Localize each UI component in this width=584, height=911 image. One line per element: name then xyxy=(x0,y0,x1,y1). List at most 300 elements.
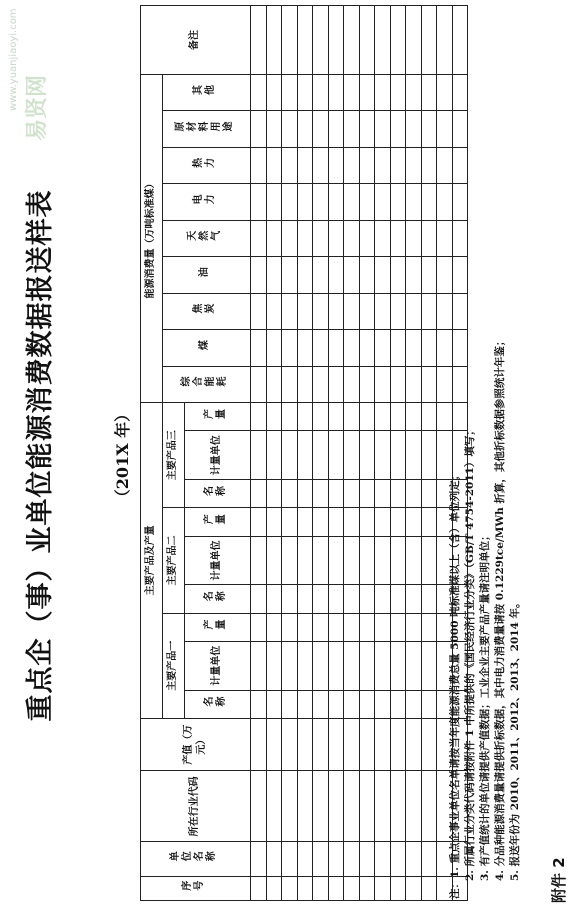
table-cell xyxy=(359,403,375,431)
table-cell xyxy=(328,508,344,536)
table-cell xyxy=(251,366,267,402)
table-cell xyxy=(344,480,360,508)
year-label: （201X 年） xyxy=(113,405,132,506)
note-line: 注：1. 重点企事业单位名单请按当年度能源消费总量 5000 吨标准煤以上（含）单位列定； xyxy=(449,469,461,899)
note-line: 5. 报送年份为 2010、2011、2012、2013、2014 年。 xyxy=(509,597,521,881)
table-cell xyxy=(251,536,267,585)
table-body xyxy=(251,6,468,901)
table-cell xyxy=(390,876,406,900)
table-cell xyxy=(406,480,422,508)
table-cell xyxy=(344,111,360,147)
table-cell xyxy=(344,771,360,842)
table-cell xyxy=(251,480,267,508)
data-table xyxy=(140,5,468,901)
output-value-header: 产值（万元） xyxy=(141,718,251,771)
table-cell xyxy=(297,431,313,480)
table-cell xyxy=(359,6,375,75)
table-cell xyxy=(406,641,422,690)
table-row xyxy=(313,6,329,901)
table-cell xyxy=(406,771,422,842)
table-cell xyxy=(359,184,375,220)
table-cell xyxy=(406,75,422,112)
table-cell xyxy=(421,876,437,900)
table-cell xyxy=(328,771,344,842)
table-cell xyxy=(375,480,391,508)
table-cell xyxy=(313,6,329,75)
table-cell xyxy=(359,75,375,112)
table-row xyxy=(266,6,282,901)
table-cell xyxy=(421,613,437,641)
table-cell xyxy=(297,585,313,613)
table-cell xyxy=(313,842,329,876)
table-cell xyxy=(328,330,344,366)
table-cell xyxy=(421,6,437,75)
table-cell xyxy=(282,220,298,256)
table-cell xyxy=(344,75,360,112)
table-cell xyxy=(390,257,406,293)
table-cell xyxy=(375,771,391,842)
table-cell xyxy=(375,293,391,329)
table-cell xyxy=(390,508,406,536)
table-cell xyxy=(251,771,267,842)
table-cell xyxy=(421,771,437,842)
table-cell xyxy=(313,257,329,293)
table-cell xyxy=(359,111,375,147)
table-cell xyxy=(344,641,360,690)
table-cell xyxy=(251,330,267,366)
table-cell xyxy=(297,536,313,585)
table-cell xyxy=(359,480,375,508)
p2-name: 名称 xyxy=(185,585,251,613)
table-cell xyxy=(344,613,360,641)
table-cell xyxy=(390,403,406,431)
note-line: 3. 有产值统计的单位请提供产值数据；工业企业主要产品产量请注明单位； xyxy=(479,530,491,881)
table-cell xyxy=(344,147,360,183)
table-cell xyxy=(406,403,422,431)
table-cell xyxy=(344,585,360,613)
table-cell xyxy=(297,184,313,220)
table-cell xyxy=(390,111,406,147)
table-cell xyxy=(421,480,437,508)
table-cell xyxy=(375,536,391,585)
table-cell xyxy=(297,366,313,402)
table-cell xyxy=(390,690,406,718)
table-cell xyxy=(251,111,267,147)
table-cell xyxy=(344,403,360,431)
table-cell xyxy=(313,111,329,147)
energy-col-6: 电力 xyxy=(163,184,251,220)
table-cell xyxy=(313,75,329,112)
product1-header: 主要产品一 xyxy=(163,613,185,718)
table-cell xyxy=(421,431,437,480)
table-cell xyxy=(359,508,375,536)
table-cell xyxy=(328,403,344,431)
table-cell xyxy=(282,330,298,366)
table-cell xyxy=(375,75,391,112)
table-cell xyxy=(421,257,437,293)
p1-unit: 计量单位 xyxy=(185,641,251,690)
table-cell xyxy=(282,876,298,900)
table-cell xyxy=(406,613,422,641)
table-cell xyxy=(421,147,437,183)
table-cell xyxy=(282,111,298,147)
table-cell xyxy=(390,330,406,366)
table-cell xyxy=(344,718,360,771)
table-cell xyxy=(313,718,329,771)
table-cell xyxy=(328,220,344,256)
table-cell xyxy=(344,690,360,718)
table-cell xyxy=(297,75,313,112)
table-cell xyxy=(313,184,329,220)
table-cell xyxy=(421,508,437,536)
table-cell xyxy=(297,403,313,431)
table-cell xyxy=(282,366,298,402)
table-cell xyxy=(328,293,344,329)
note-line: 2. 所属行业分类代码请按附件 1 中所提供的《国民经济行业分类》（GB/T 4754-2011）填写； xyxy=(464,425,476,881)
p3-unit: 计量单位 xyxy=(185,431,251,480)
table-cell xyxy=(251,718,267,771)
table-cell xyxy=(390,147,406,183)
table-cell xyxy=(328,184,344,220)
table-cell xyxy=(344,293,360,329)
table-cell xyxy=(375,690,391,718)
table-cell xyxy=(266,75,282,112)
table-cell xyxy=(375,366,391,402)
watermark-url: www.yuanjiaoyi.com xyxy=(8,8,19,111)
table-cell xyxy=(282,771,298,842)
table-cell xyxy=(328,75,344,112)
table-cell xyxy=(406,842,422,876)
table-cell xyxy=(313,147,329,183)
table-cell xyxy=(297,641,313,690)
table-cell xyxy=(251,641,267,690)
table-cell xyxy=(359,366,375,402)
table-cell xyxy=(328,257,344,293)
watermark-logo: 易贤网 xyxy=(25,74,50,141)
energy-col-4: 油 xyxy=(163,257,251,293)
table-cell xyxy=(297,480,313,508)
table-cell xyxy=(251,220,267,256)
table-cell xyxy=(390,480,406,508)
table-cell xyxy=(359,641,375,690)
table-cell xyxy=(406,690,422,718)
table-cell xyxy=(266,480,282,508)
p1-output: 产量 xyxy=(185,613,251,641)
table-cell xyxy=(421,403,437,431)
table-cell xyxy=(375,585,391,613)
table-cell xyxy=(375,508,391,536)
table-cell xyxy=(390,184,406,220)
energy-col-5: 天然气 xyxy=(163,220,251,256)
table-cell xyxy=(359,690,375,718)
table-cell xyxy=(390,220,406,256)
table-cell xyxy=(282,431,298,480)
table-cell xyxy=(266,111,282,147)
notes xyxy=(448,9,523,899)
table-cell xyxy=(375,257,391,293)
table-cell xyxy=(297,876,313,900)
table-cell xyxy=(313,585,329,613)
table-cell xyxy=(297,220,313,256)
table-cell xyxy=(344,431,360,480)
table-row xyxy=(282,6,298,901)
table-cell xyxy=(328,111,344,147)
table-cell xyxy=(251,876,267,900)
remarks-header: 备注 xyxy=(141,6,251,75)
table-cell xyxy=(375,718,391,771)
table-cell xyxy=(359,585,375,613)
table-cell xyxy=(421,111,437,147)
table-cell xyxy=(344,257,360,293)
table-row xyxy=(390,6,406,901)
table-cell xyxy=(390,585,406,613)
table-cell xyxy=(421,184,437,220)
table-cell xyxy=(282,184,298,220)
table-cell xyxy=(313,771,329,842)
table-cell xyxy=(328,431,344,480)
table-cell xyxy=(375,403,391,431)
table-cell xyxy=(282,293,298,329)
table-cell xyxy=(251,6,267,75)
table-row xyxy=(297,6,313,901)
table-cell xyxy=(282,508,298,536)
table-cell xyxy=(266,585,282,613)
table-cell xyxy=(344,330,360,366)
table-cell xyxy=(344,366,360,402)
table-cell xyxy=(344,220,360,256)
table-cell xyxy=(266,431,282,480)
attachment-label: 附件 2 xyxy=(550,857,568,903)
table-cell xyxy=(344,508,360,536)
table-cell xyxy=(375,641,391,690)
table-cell xyxy=(251,585,267,613)
table-cell xyxy=(421,220,437,256)
table-cell xyxy=(421,585,437,613)
table-cell xyxy=(297,111,313,147)
table-cell xyxy=(406,147,422,183)
table-cell xyxy=(406,6,422,75)
table-cell xyxy=(406,431,422,480)
table-cell xyxy=(328,613,344,641)
table-cell xyxy=(328,876,344,900)
table-cell xyxy=(406,508,422,536)
table-cell xyxy=(421,842,437,876)
page-title: 重点企（事）业单位能源消费数据报送样表 xyxy=(25,189,56,722)
table-row xyxy=(421,6,437,901)
table-cell xyxy=(421,690,437,718)
table-cell xyxy=(313,220,329,256)
table-cell xyxy=(297,771,313,842)
table-cell xyxy=(406,111,422,147)
table-cell xyxy=(328,842,344,876)
table-cell xyxy=(266,330,282,366)
table-cell xyxy=(375,111,391,147)
table-cell xyxy=(390,536,406,585)
table-cell xyxy=(297,690,313,718)
table-cell xyxy=(266,293,282,329)
table-cell xyxy=(266,403,282,431)
table-cell xyxy=(359,613,375,641)
table-cell xyxy=(266,718,282,771)
table-cell xyxy=(328,718,344,771)
table-cell xyxy=(282,75,298,112)
table-cell xyxy=(313,613,329,641)
table-cell xyxy=(251,75,267,112)
table-cell xyxy=(406,330,422,366)
table-cell xyxy=(344,842,360,876)
table-cell xyxy=(282,257,298,293)
table-cell xyxy=(359,330,375,366)
table-row xyxy=(375,6,391,901)
table-cell xyxy=(251,613,267,641)
energy-col-2: 煤 xyxy=(163,330,251,366)
unit-name-header: 单位名称 xyxy=(141,842,251,876)
energy-header: 能源消费量（万吨标准煤） xyxy=(141,75,163,403)
table-row xyxy=(328,6,344,901)
table-cell xyxy=(359,771,375,842)
table-cell xyxy=(282,6,298,75)
table-cell xyxy=(282,147,298,183)
energy-col-7: 热力 xyxy=(163,147,251,183)
table-cell xyxy=(359,842,375,876)
table-cell xyxy=(282,690,298,718)
table-cell xyxy=(266,147,282,183)
table-cell xyxy=(390,718,406,771)
table-cell xyxy=(313,536,329,585)
p2-output: 产量 xyxy=(185,508,251,536)
table-cell xyxy=(266,690,282,718)
table-cell xyxy=(375,147,391,183)
table-cell xyxy=(406,876,422,900)
table-cell xyxy=(313,293,329,329)
table-cell xyxy=(375,876,391,900)
table-cell xyxy=(282,842,298,876)
table-cell xyxy=(359,257,375,293)
table-cell xyxy=(375,613,391,641)
table-row xyxy=(406,6,422,901)
table-cell xyxy=(328,147,344,183)
table-cell xyxy=(266,257,282,293)
table-row xyxy=(359,6,375,901)
table-cell xyxy=(297,842,313,876)
table-cell xyxy=(297,293,313,329)
table-cell xyxy=(266,536,282,585)
table-cell xyxy=(282,585,298,613)
table-cell xyxy=(406,184,422,220)
seq-header: 序号 xyxy=(141,876,251,900)
table-cell xyxy=(390,842,406,876)
table-cell xyxy=(390,6,406,75)
table-cell xyxy=(266,508,282,536)
energy-col-3: 焦炭 xyxy=(163,293,251,329)
table-cell xyxy=(328,480,344,508)
table-cell xyxy=(328,585,344,613)
table-cell xyxy=(359,293,375,329)
table-cell xyxy=(421,641,437,690)
table-cell xyxy=(390,293,406,329)
table-cell xyxy=(282,480,298,508)
table-cell xyxy=(359,147,375,183)
table-cell xyxy=(251,842,267,876)
table-cell xyxy=(406,585,422,613)
table-cell xyxy=(375,6,391,75)
table-cell xyxy=(297,718,313,771)
main-products-header: 主要产品及产量 xyxy=(141,403,163,719)
table-cell xyxy=(421,293,437,329)
table-cell xyxy=(390,771,406,842)
table-cell xyxy=(328,366,344,402)
p2-unit: 计量单位 xyxy=(185,536,251,585)
table-cell xyxy=(297,508,313,536)
table-cell xyxy=(297,147,313,183)
table-cell xyxy=(251,293,267,329)
table-cell xyxy=(406,220,422,256)
table-cell xyxy=(390,431,406,480)
table-cell xyxy=(297,6,313,75)
table-cell xyxy=(406,366,422,402)
table-cell xyxy=(406,257,422,293)
table-cell xyxy=(313,431,329,480)
table-cell xyxy=(390,75,406,112)
table-cell xyxy=(359,536,375,585)
table-cell xyxy=(313,508,329,536)
table-cell xyxy=(266,641,282,690)
table-cell xyxy=(390,641,406,690)
table-cell xyxy=(313,366,329,402)
table-cell xyxy=(375,220,391,256)
table-cell xyxy=(313,690,329,718)
energy-col-8: 原材料用途 xyxy=(163,111,251,147)
table-cell xyxy=(375,330,391,366)
product3-header: 主要产品三 xyxy=(163,403,185,508)
table-cell xyxy=(421,366,437,402)
product2-header: 主要产品二 xyxy=(163,508,185,613)
table-cell xyxy=(266,876,282,900)
table-cell xyxy=(251,431,267,480)
table-cell xyxy=(328,690,344,718)
table-row xyxy=(251,6,267,901)
table-cell xyxy=(313,641,329,690)
table-cell xyxy=(282,641,298,690)
table-cell xyxy=(251,147,267,183)
table-cell xyxy=(282,718,298,771)
table-cell xyxy=(421,718,437,771)
table-cell xyxy=(421,536,437,585)
table-cell xyxy=(375,184,391,220)
table-cell xyxy=(359,431,375,480)
table-cell xyxy=(297,613,313,641)
table-cell xyxy=(406,536,422,585)
table-cell xyxy=(344,536,360,585)
p3-output: 产量 xyxy=(185,403,251,431)
table-cell xyxy=(344,184,360,220)
p1-name: 名称 xyxy=(185,690,251,718)
table-cell xyxy=(359,718,375,771)
note-line: 4. 分品种能源消费量请提供折标数据，其中电力消费量请按 0.1229tce/MWh 折算，其他折标数据参照统计年鉴； xyxy=(494,335,506,881)
table-cell xyxy=(328,536,344,585)
table-cell xyxy=(266,184,282,220)
table-cell xyxy=(297,257,313,293)
table-cell xyxy=(375,842,391,876)
table-row xyxy=(344,6,360,901)
table-cell xyxy=(266,220,282,256)
table-cell xyxy=(328,6,344,75)
table-cell xyxy=(282,536,298,585)
table-cell xyxy=(359,876,375,900)
table-cell xyxy=(266,6,282,75)
table-cell xyxy=(313,330,329,366)
table-cell xyxy=(406,718,422,771)
